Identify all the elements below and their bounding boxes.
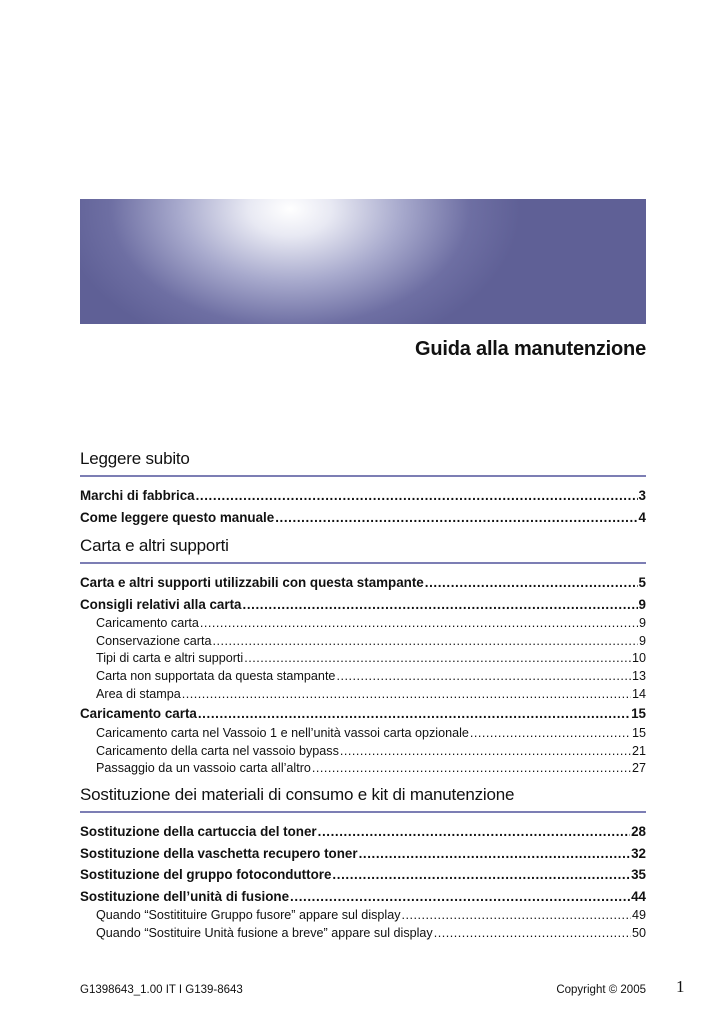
- toc-section-carta: [80, 535, 646, 778]
- toc-page-number: 9: [638, 596, 646, 612]
- toc-entry-label: Carta non supportata da questa stampante: [96, 669, 336, 684]
- section-divider: [80, 475, 646, 477]
- toc-entry-label: Sostituzione della cartuccia del toner: [80, 824, 317, 839]
- toc-page-number: 5: [638, 575, 646, 590]
- toc-subentry[interactable]: [80, 668, 646, 686]
- dot-leader: [198, 703, 630, 725]
- toc-entry-label: Conservazione carta: [96, 633, 212, 648]
- section-title: Carta e altri supporti: [80, 536, 229, 555]
- toc-entry[interactable]: [80, 594, 646, 616]
- toc-page-number: 50: [631, 925, 646, 940]
- dot-leader: [402, 907, 631, 925]
- footer-copyright: Copyright © 2005: [556, 984, 646, 996]
- toc-subentry[interactable]: [80, 686, 646, 704]
- toc-page-number: 10: [631, 651, 646, 666]
- toc-entry-label: Caricamento carta: [96, 616, 199, 630]
- toc-entry-label: Caricamento carta: [80, 706, 197, 722]
- dot-leader: [470, 725, 631, 743]
- dot-leader: [336, 668, 631, 686]
- dot-leader: [275, 507, 637, 529]
- toc-entry-label: Passaggio da un vassoio carta all’altro: [96, 761, 311, 776]
- footer-document-code: G1398643_1.00 IT I G139-8643: [80, 984, 243, 996]
- toc-entry[interactable]: [80, 507, 646, 529]
- toc-entry[interactable]: [80, 864, 646, 886]
- toc-entry[interactable]: [80, 821, 646, 843]
- toc-entry-label: Quando “Sostituire Unità fusione a breve” appare sul display: [96, 925, 433, 940]
- toc-entry[interactable]: [80, 572, 646, 594]
- toc-subentry[interactable]: [80, 760, 646, 778]
- toc-section-leggere-subito: [80, 448, 646, 528]
- toc-page-number: 49: [631, 908, 646, 922]
- toc-entry-label: Come leggere questo manuale: [80, 509, 275, 525]
- toc-page-number: 9: [638, 633, 646, 648]
- section-title: Sostituzione dei materiali di consumo e kit di manutenzione: [80, 785, 515, 804]
- toc-entry-label: Area di stampa: [96, 686, 181, 701]
- toc-entry-label: Quando “Sostitituire Gruppo fusore” appare sul display: [96, 908, 401, 922]
- dot-leader: [182, 686, 631, 704]
- toc-page-number: 32: [631, 845, 646, 861]
- toc-entry-label: Sostituzione dell’unità di fusione: [80, 888, 290, 904]
- toc-page-number: 15: [631, 706, 646, 722]
- toc-page-number: 21: [631, 743, 646, 758]
- dot-leader: [213, 633, 638, 651]
- dot-leader: [196, 485, 638, 507]
- dot-leader: [200, 615, 638, 633]
- section-title: Leggere subito: [80, 449, 190, 468]
- toc-page-number: 14: [631, 686, 646, 701]
- toc-page-number: 44: [631, 888, 646, 904]
- dot-leader: [332, 864, 630, 886]
- toc-entry-label: Sostituzione della vaschetta recupero toner: [80, 845, 358, 861]
- toc-entry-label: Tipi di carta e altri supporti: [96, 651, 244, 666]
- dot-leader: [425, 572, 638, 594]
- document-title: Guida alla manutenzione: [415, 338, 646, 360]
- dot-leader: [434, 925, 631, 943]
- toc-entry-label: Sostituzione del gruppo fotoconduttore: [80, 867, 332, 882]
- toc-subentry[interactable]: [80, 725, 646, 743]
- dot-leader: [290, 886, 630, 908]
- toc-page-number: 15: [631, 725, 646, 740]
- toc-entry[interactable]: [80, 485, 646, 507]
- toc-page-number: 13: [631, 669, 646, 684]
- dot-leader: [318, 821, 630, 843]
- dot-leader: [312, 760, 631, 778]
- toc-page-number: 35: [631, 867, 646, 882]
- section-divider: [80, 811, 646, 813]
- toc-subentry[interactable]: [80, 743, 646, 761]
- toc-page-number: 27: [631, 761, 646, 776]
- toc-page-number: 9: [638, 616, 646, 630]
- toc-subentry[interactable]: [80, 633, 646, 651]
- toc-entry[interactable]: [80, 843, 646, 865]
- toc-entry-label: Carta e altri supporti utilizzabili con questa stampante: [80, 575, 424, 590]
- toc-subentry[interactable]: [80, 907, 646, 925]
- section-divider: [80, 562, 646, 564]
- toc-page-number: 3: [638, 488, 646, 503]
- toc-section-sostituzione: [80, 784, 646, 942]
- toc-entry[interactable]: [80, 886, 646, 908]
- toc-entry[interactable]: [80, 703, 646, 725]
- toc-entry-label: Caricamento carta nel Vassoio 1 e nell’unità vassoi carta opzionale: [96, 725, 469, 740]
- toc-subentry[interactable]: [80, 650, 646, 668]
- toc-entry-label: Caricamento della carta nel vassoio bypass: [96, 743, 339, 758]
- toc-entry-label: Marchi di fabbrica: [80, 488, 195, 503]
- dot-leader: [244, 650, 631, 668]
- toc-page-number: 4: [638, 509, 646, 525]
- dot-leader: [243, 594, 638, 616]
- toc-entry-label: Consigli relativi alla carta: [80, 596, 242, 612]
- toc-subentry[interactable]: [80, 615, 646, 633]
- dot-leader: [340, 743, 631, 761]
- toc-page-number: 28: [631, 824, 646, 839]
- header-banner: [80, 199, 646, 324]
- page-number: 1: [676, 977, 685, 996]
- dot-leader: [359, 843, 631, 865]
- toc-subentry[interactable]: [80, 925, 646, 943]
